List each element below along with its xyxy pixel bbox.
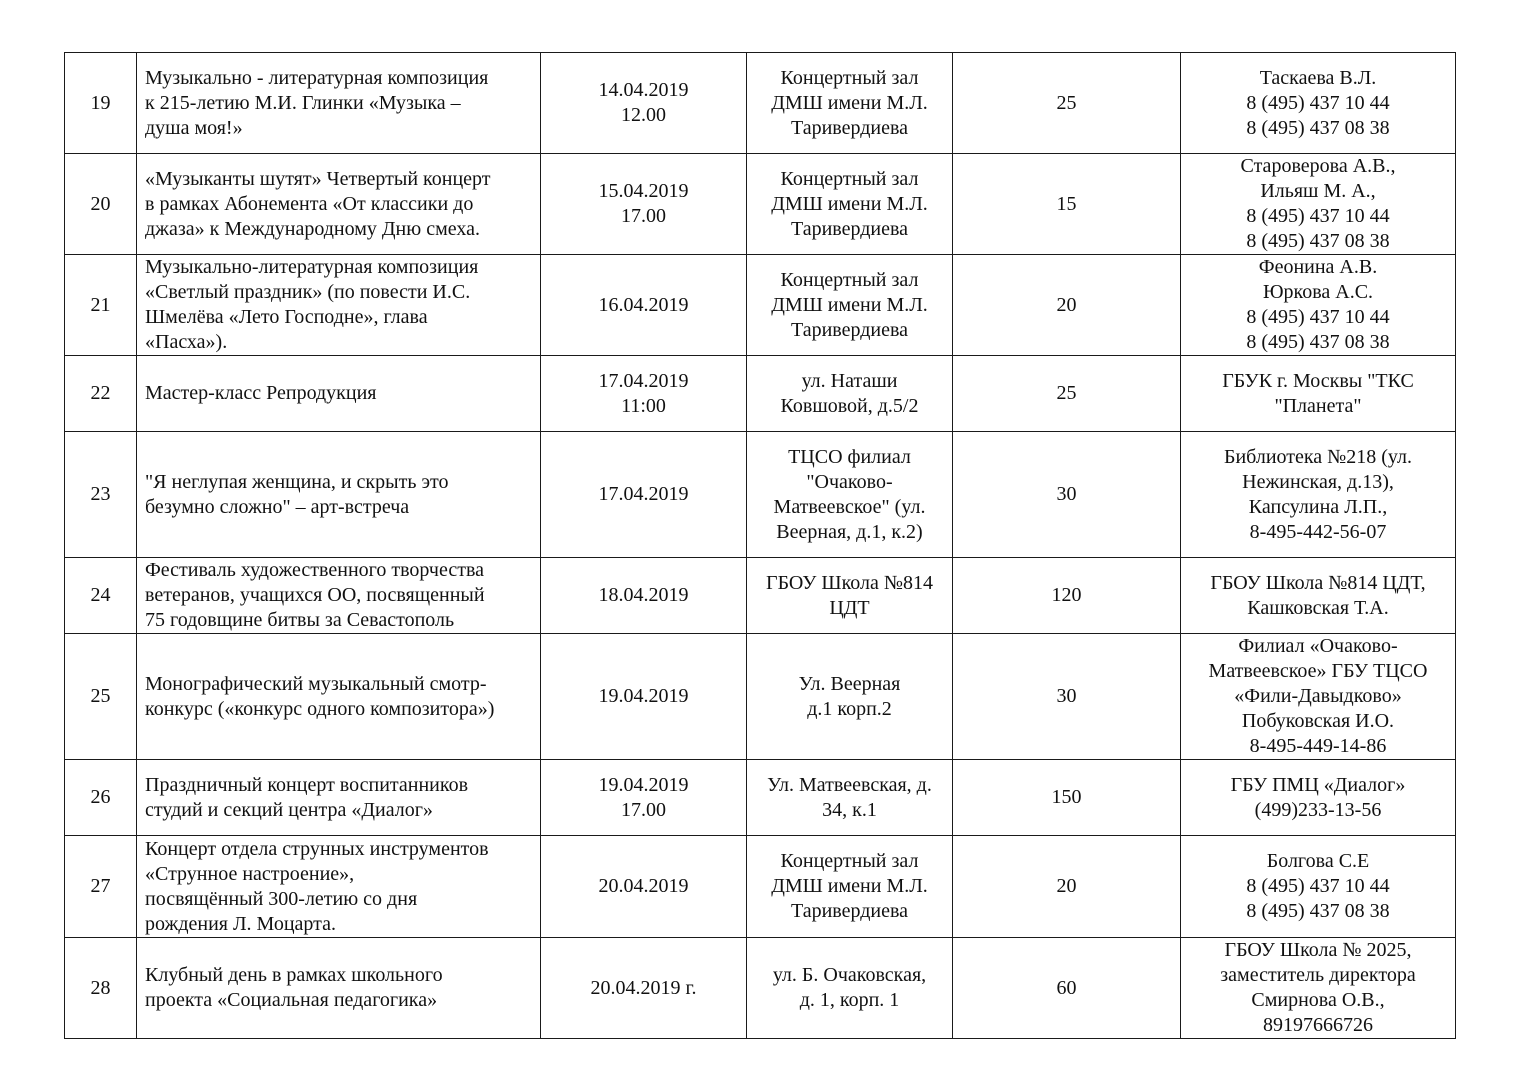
event-place: Концертный зал ДМШ имени М.Л. Таривердиева [747,836,953,938]
event-date: 19.04.2019 17.00 [541,760,747,836]
event-name: Фестиваль художественного творчества ветеранов, учащихся ОО, посвященный 75 годовщине битвы за Севастополь [137,558,541,634]
participant-count: 30 [953,432,1181,558]
event-name: Праздничный концерт воспитанников студий и секций центра «Диалог» [137,760,541,836]
participant-count: 150 [953,760,1181,836]
event-name: Музыкально - литературная композиция к 215-летию М.И. Глинки «Музыка – душа моя!» [137,53,541,154]
row-number: 19 [65,53,137,154]
responsible-contact: ГБУ ПМЦ «Диалог» (499)233-13-56 [1181,760,1456,836]
table-row [65,255,1456,356]
event-place: Ул. Веерная д.1 корп.2 [747,634,953,760]
participant-count: 120 [953,558,1181,634]
row-number: 23 [65,432,137,558]
event-date: 19.04.2019 [541,634,747,760]
row-number: 26 [65,760,137,836]
event-place: ТЦСО филиал "Очаково- Матвеевское" (ул. Веерная, д.1, к.2) [747,432,953,558]
event-date: 20.04.2019 [541,836,747,938]
event-date: 17.04.2019 [541,432,747,558]
event-date: 16.04.2019 [541,255,747,356]
row-number: 21 [65,255,137,356]
participant-count: 60 [953,938,1181,1039]
event-name: Клубный день в рамках школьного проекта «Социальная педагогика» [137,938,541,1039]
event-date: 15.04.2019 17.00 [541,154,747,255]
responsible-contact: ГБОУ Школа № 2025, заместитель директора Смирнова О.В., 89197666726 [1181,938,1456,1039]
event-name: "Я неглупая женщина, и скрыть это безумно сложно" – арт-встреча [137,432,541,558]
event-date: 17.04.2019 11:00 [541,356,747,432]
table-row [65,938,1456,1039]
event-date: 14.04.2019 12.00 [541,53,747,154]
event-name: Музыкально-литературная композиция «Светлый праздник» (по повести И.С. Шмелёва «Лето Господне», глава «Пасха»). [137,255,541,356]
responsible-contact: Филиал «Очаково- Матвеевское» ГБУ ТЦСО «Фили-Давыдково» Побуковская И.О. 8-495-449-14-86 [1181,634,1456,760]
event-name: Концерт отдела струнных инструментов «Струнное настроение», посвящённый 300-летию со дня рождения Л. Моцарта. [137,836,541,938]
event-date: 18.04.2019 [541,558,747,634]
event-place: ул. Б. Очаковская, д. 1, корп. 1 [747,938,953,1039]
responsible-contact: ГБОУ Школа №814 ЦДТ, Кашковская Т.А. [1181,558,1456,634]
responsible-contact: ГБУК г. Москвы "ТКС "Планета" [1181,356,1456,432]
table-row [65,53,1456,154]
participant-count: 15 [953,154,1181,255]
row-number: 22 [65,356,137,432]
event-place: Концертный зал ДМШ имени М.Л. Таривердиева [747,154,953,255]
responsible-contact: Таскаева В.Л. 8 (495) 437 10 44 8 (495) 437 08 38 [1181,53,1456,154]
row-number: 20 [65,154,137,255]
table-row [65,558,1456,634]
event-date: 20.04.2019 г. [541,938,747,1039]
table-row [65,836,1456,938]
event-place: Ул. Матвеевская, д. 34, к.1 [747,760,953,836]
row-number: 24 [65,558,137,634]
participant-count: 30 [953,634,1181,760]
responsible-contact: Феонина А.В. Юркова А.С. 8 (495) 437 10 44 8 (495) 437 08 38 [1181,255,1456,356]
row-number: 25 [65,634,137,760]
table-row [65,760,1456,836]
table-row [65,356,1456,432]
table-row [65,432,1456,558]
table-row [65,634,1456,760]
events-table [64,52,1456,1039]
participant-count: 20 [953,255,1181,356]
event-place: Концертный зал ДМШ имени М.Л. Таривердиева [747,53,953,154]
participant-count: 20 [953,836,1181,938]
event-place: ГБОУ Школа №814 ЦДТ [747,558,953,634]
participant-count: 25 [953,53,1181,154]
table-row [65,154,1456,255]
event-name: Мастер-класс Репродукция [137,356,541,432]
participant-count: 25 [953,356,1181,432]
responsible-contact: Библиотека №218 (ул. Нежинская, д.13), Капсулина Л.П., 8-495-442-56-07 [1181,432,1456,558]
event-name: «Музыканты шутят» Четвертый концерт в рамках Абонемента «От классики до джаза» к Международному Дню смеха. [137,154,541,255]
responsible-contact: Болгова С.Е 8 (495) 437 10 44 8 (495) 437 08 38 [1181,836,1456,938]
row-number: 28 [65,938,137,1039]
row-number: 27 [65,836,137,938]
responsible-contact: Староверова А.В., Ильяш М. А., 8 (495) 437 10 44 8 (495) 437 08 38 [1181,154,1456,255]
event-place: ул. Наташи Ковшовой, д.5/2 [747,356,953,432]
event-place: Концертный зал ДМШ имени М.Л. Таривердиева [747,255,953,356]
event-name: Монографический музыкальный смотр- конкурс («конкурс одного композитора») [137,634,541,760]
